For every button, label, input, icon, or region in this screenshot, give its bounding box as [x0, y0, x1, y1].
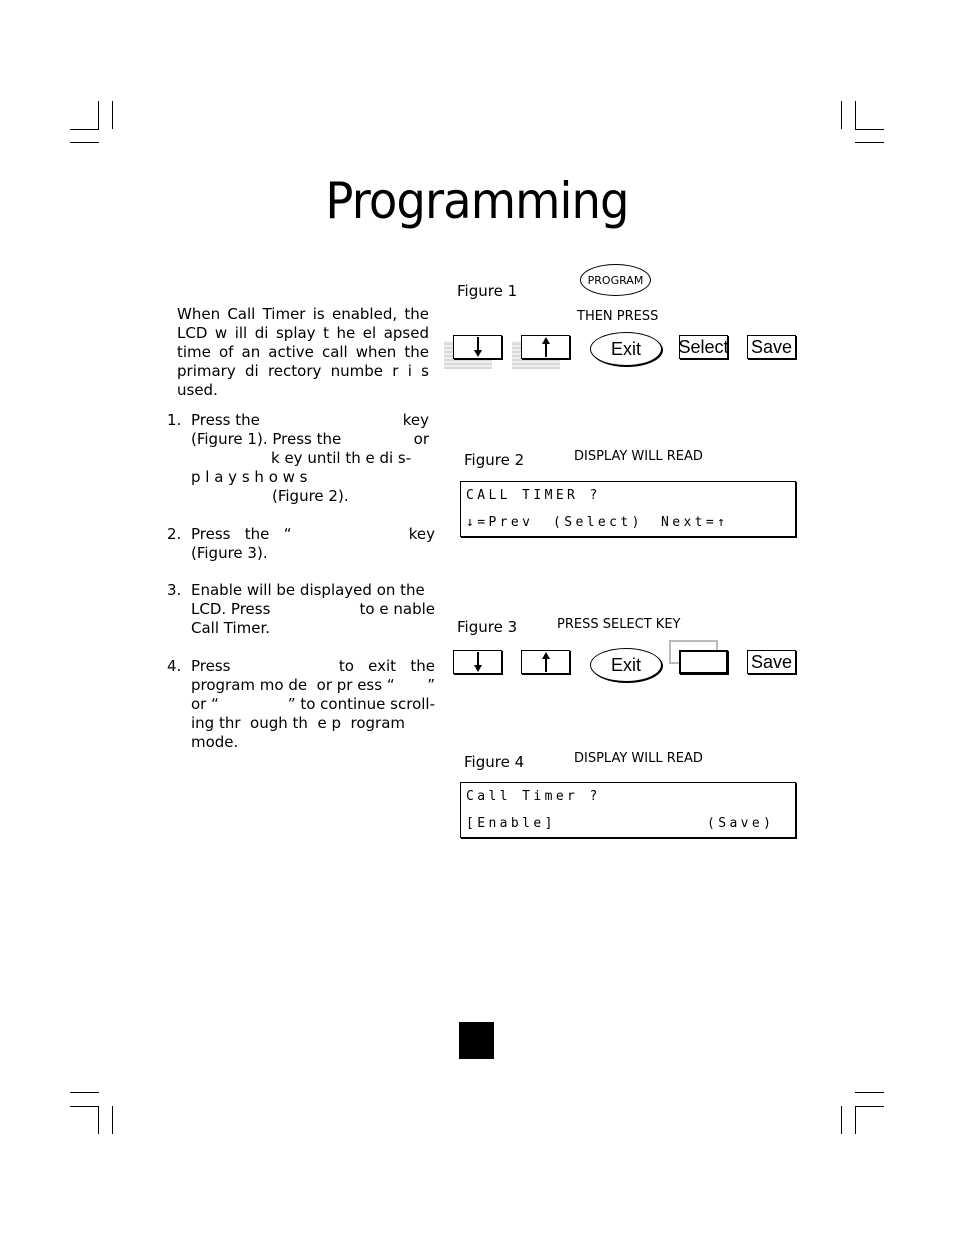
figure-label: Figure 4 [464, 753, 525, 771]
save-button[interactable] [747, 335, 796, 359]
save-button[interactable] [747, 650, 796, 674]
figure-caption: THEN PRESS [577, 309, 659, 324]
step-text: to exit the [338, 657, 435, 675]
step-text: key [408, 525, 435, 543]
step-number: 4. [167, 657, 182, 675]
up-arrow-icon [540, 336, 552, 358]
exit-button-label: Exit [610, 654, 641, 675]
lcd-line-1: CALL TIMER ? [466, 488, 601, 503]
step-text: program mo de or pr ess “ [191, 676, 395, 694]
down-arrow-icon [472, 336, 484, 358]
up-arrow-button[interactable] [521, 335, 570, 359]
step-text: ” [427, 676, 435, 694]
figure-label: Figure 1 [457, 282, 518, 300]
step-text: p l a y s h o w s [191, 468, 308, 486]
select-button[interactable] [679, 335, 728, 359]
exit-button[interactable] [590, 648, 662, 682]
figure-label: Figure 3 [457, 618, 518, 636]
figure-caption: DISPLAY WILL READ [574, 751, 703, 766]
step-number: 1. [167, 411, 182, 429]
intro-paragraph: When Call Timer is enabled, the LCD w ill di splay t he el apsed time of an active call when the primary di rectory numbe r i s used. [177, 305, 429, 399]
step-text: ” to continue scroll- [287, 695, 435, 713]
step-text: or “ [191, 695, 219, 713]
up-arrow-button[interactable] [521, 650, 570, 674]
step-3 [167, 581, 435, 641]
step-text: k ey until th e di s- [271, 449, 412, 467]
page-title: Programming [325, 172, 629, 230]
step-text: (Figure 3). [191, 544, 268, 562]
step-number: 3. [167, 581, 182, 599]
step-text: Enable will be displayed on the [191, 581, 425, 599]
exit-button[interactable] [590, 332, 662, 366]
step-4 [167, 657, 435, 757]
select-button-label: Select [678, 336, 729, 357]
down-arrow-button[interactable] [453, 335, 502, 359]
step-text: Press the “ [191, 525, 292, 543]
step-text: Press the [191, 411, 260, 429]
program-button[interactable] [580, 264, 651, 296]
down-arrow-icon [472, 651, 484, 673]
lcd-select: (Select) [553, 515, 643, 530]
figure-label: Figure 2 [464, 451, 525, 469]
lcd-line-1: Call Timer ? [466, 789, 601, 804]
figure-caption: PRESS SELECT KEY [557, 617, 681, 632]
step-text: LCD. Press [191, 600, 271, 618]
step-text: or [413, 430, 429, 448]
step-text: Call Timer. [191, 619, 271, 637]
save-button-label: Save [750, 651, 793, 672]
down-arrow-button[interactable] [453, 650, 502, 674]
lcd-save: (Save) [707, 816, 775, 831]
step-1 [167, 411, 435, 511]
figure-caption: DISPLAY WILL READ [574, 449, 703, 464]
step-text: Press [191, 657, 231, 675]
step-text: mode. [191, 733, 239, 751]
lcd-next: Next=↑ [661, 515, 729, 530]
step-text: (Figure 1). Press the [191, 430, 342, 448]
lcd-display [460, 481, 796, 537]
exit-button-label: Exit [610, 338, 641, 359]
lcd-enable: [Enable] [466, 816, 556, 831]
select-button-pressed[interactable] [679, 650, 728, 674]
step-text: key [402, 411, 429, 429]
lcd-display [460, 782, 796, 838]
up-arrow-icon [540, 651, 552, 673]
step-text: (Figure 2). [272, 487, 349, 505]
save-button-label: Save [750, 336, 793, 357]
step-2 [167, 525, 435, 565]
program-button-label: PROGRAM [587, 273, 644, 287]
step-number: 2. [167, 525, 182, 543]
lcd-prev: ↓=Prev [466, 515, 534, 530]
step-text: ing thr ough th e p rogram [191, 714, 406, 732]
page-number-block [459, 1022, 494, 1059]
step-text: to e nable [359, 600, 435, 618]
